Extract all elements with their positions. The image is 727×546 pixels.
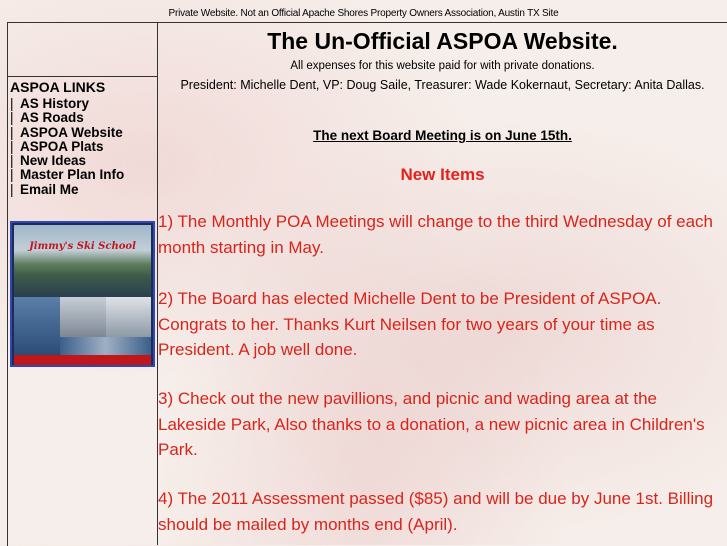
sidebar-item-aspoa-plats xyxy=(10,140,124,154)
skier-photo xyxy=(60,337,151,355)
master-plan-link[interactable]: Master Plan Info xyxy=(20,167,125,183)
link-separator: | xyxy=(10,153,14,169)
news-item: 4) The 2011 Assessment passed ($85) and will be due by June 1st. Billing should be mailed by months end (April). xyxy=(158,489,714,534)
ski-school-logo: Jimmy's Ski School xyxy=(29,241,136,252)
aspoa-website-link[interactable]: ASPOA Website xyxy=(20,124,123,140)
ski-school-banner[interactable] xyxy=(10,221,155,367)
sidebar-item-email xyxy=(10,183,124,197)
link-separator: | xyxy=(10,96,14,111)
sidebar-links xyxy=(10,97,124,197)
officers-line: President: Michelle Dent, VP: Doug Saile, Treasurer: Wade Kokernaut, Secretary: Anita Dallas. xyxy=(180,78,705,92)
skier-photo xyxy=(106,297,151,337)
banner-caption-strip xyxy=(14,355,151,365)
lake-photo xyxy=(14,225,151,297)
link-separator: | xyxy=(10,110,14,126)
link-separator: | xyxy=(10,124,14,140)
sidebar-title: ASPOA LINKS xyxy=(10,79,106,95)
news-item: 2) The Board has elected Michelle Dent to be President of ASPOA. Congrats to her. Thanks Kurt Neilsen for two years of your time as President. A job well done. xyxy=(158,289,662,359)
sidebar-item-master-plan xyxy=(10,168,124,182)
news-item: 1) The Monthly POA Meetings will change to the third Wednesday of each month starting in May. xyxy=(158,212,714,257)
page-title: The Un-Official ASPOA Website. xyxy=(267,28,618,54)
link-separator: | xyxy=(10,181,14,197)
site-disclaimer: Private Website. Not an Official Apache Shores Property Owners Association, Austin TX Site xyxy=(168,8,559,19)
sidebar-item-aspoa-website xyxy=(10,126,124,140)
news-item: 3) Check out the new pavillions, and picnic and wading area at the Lakeside Park, Also thanks to a donation, a new picnic area in Children's Park. xyxy=(158,389,705,459)
link-separator: | xyxy=(10,167,14,183)
email-me-link[interactable]: Email Me xyxy=(20,181,79,197)
as-roads-link[interactable]: AS Roads xyxy=(20,110,84,126)
column-divider xyxy=(157,22,158,545)
link-separator: | xyxy=(10,138,14,154)
new-items-heading: New Items xyxy=(400,165,485,184)
sidebar-item-new-ideas xyxy=(10,154,124,168)
sidebar-item-as-history xyxy=(10,97,124,111)
aspoa-plats-link[interactable]: ASPOA Plats xyxy=(20,138,104,154)
new-ideas-link[interactable]: New Ideas xyxy=(20,153,87,169)
as-history-link[interactable]: AS History xyxy=(20,96,90,111)
skier-photo xyxy=(14,297,60,355)
page-subtitle: All expenses for this website paid for with private donations. xyxy=(290,60,595,72)
meeting-notice: The next Board Meeting is on June 15th. xyxy=(313,128,572,143)
skier-photo-collage xyxy=(14,297,151,355)
sidebar-header-divider xyxy=(7,76,158,77)
sidebar-item-as-roads xyxy=(10,111,124,125)
skier-photo xyxy=(60,297,106,337)
